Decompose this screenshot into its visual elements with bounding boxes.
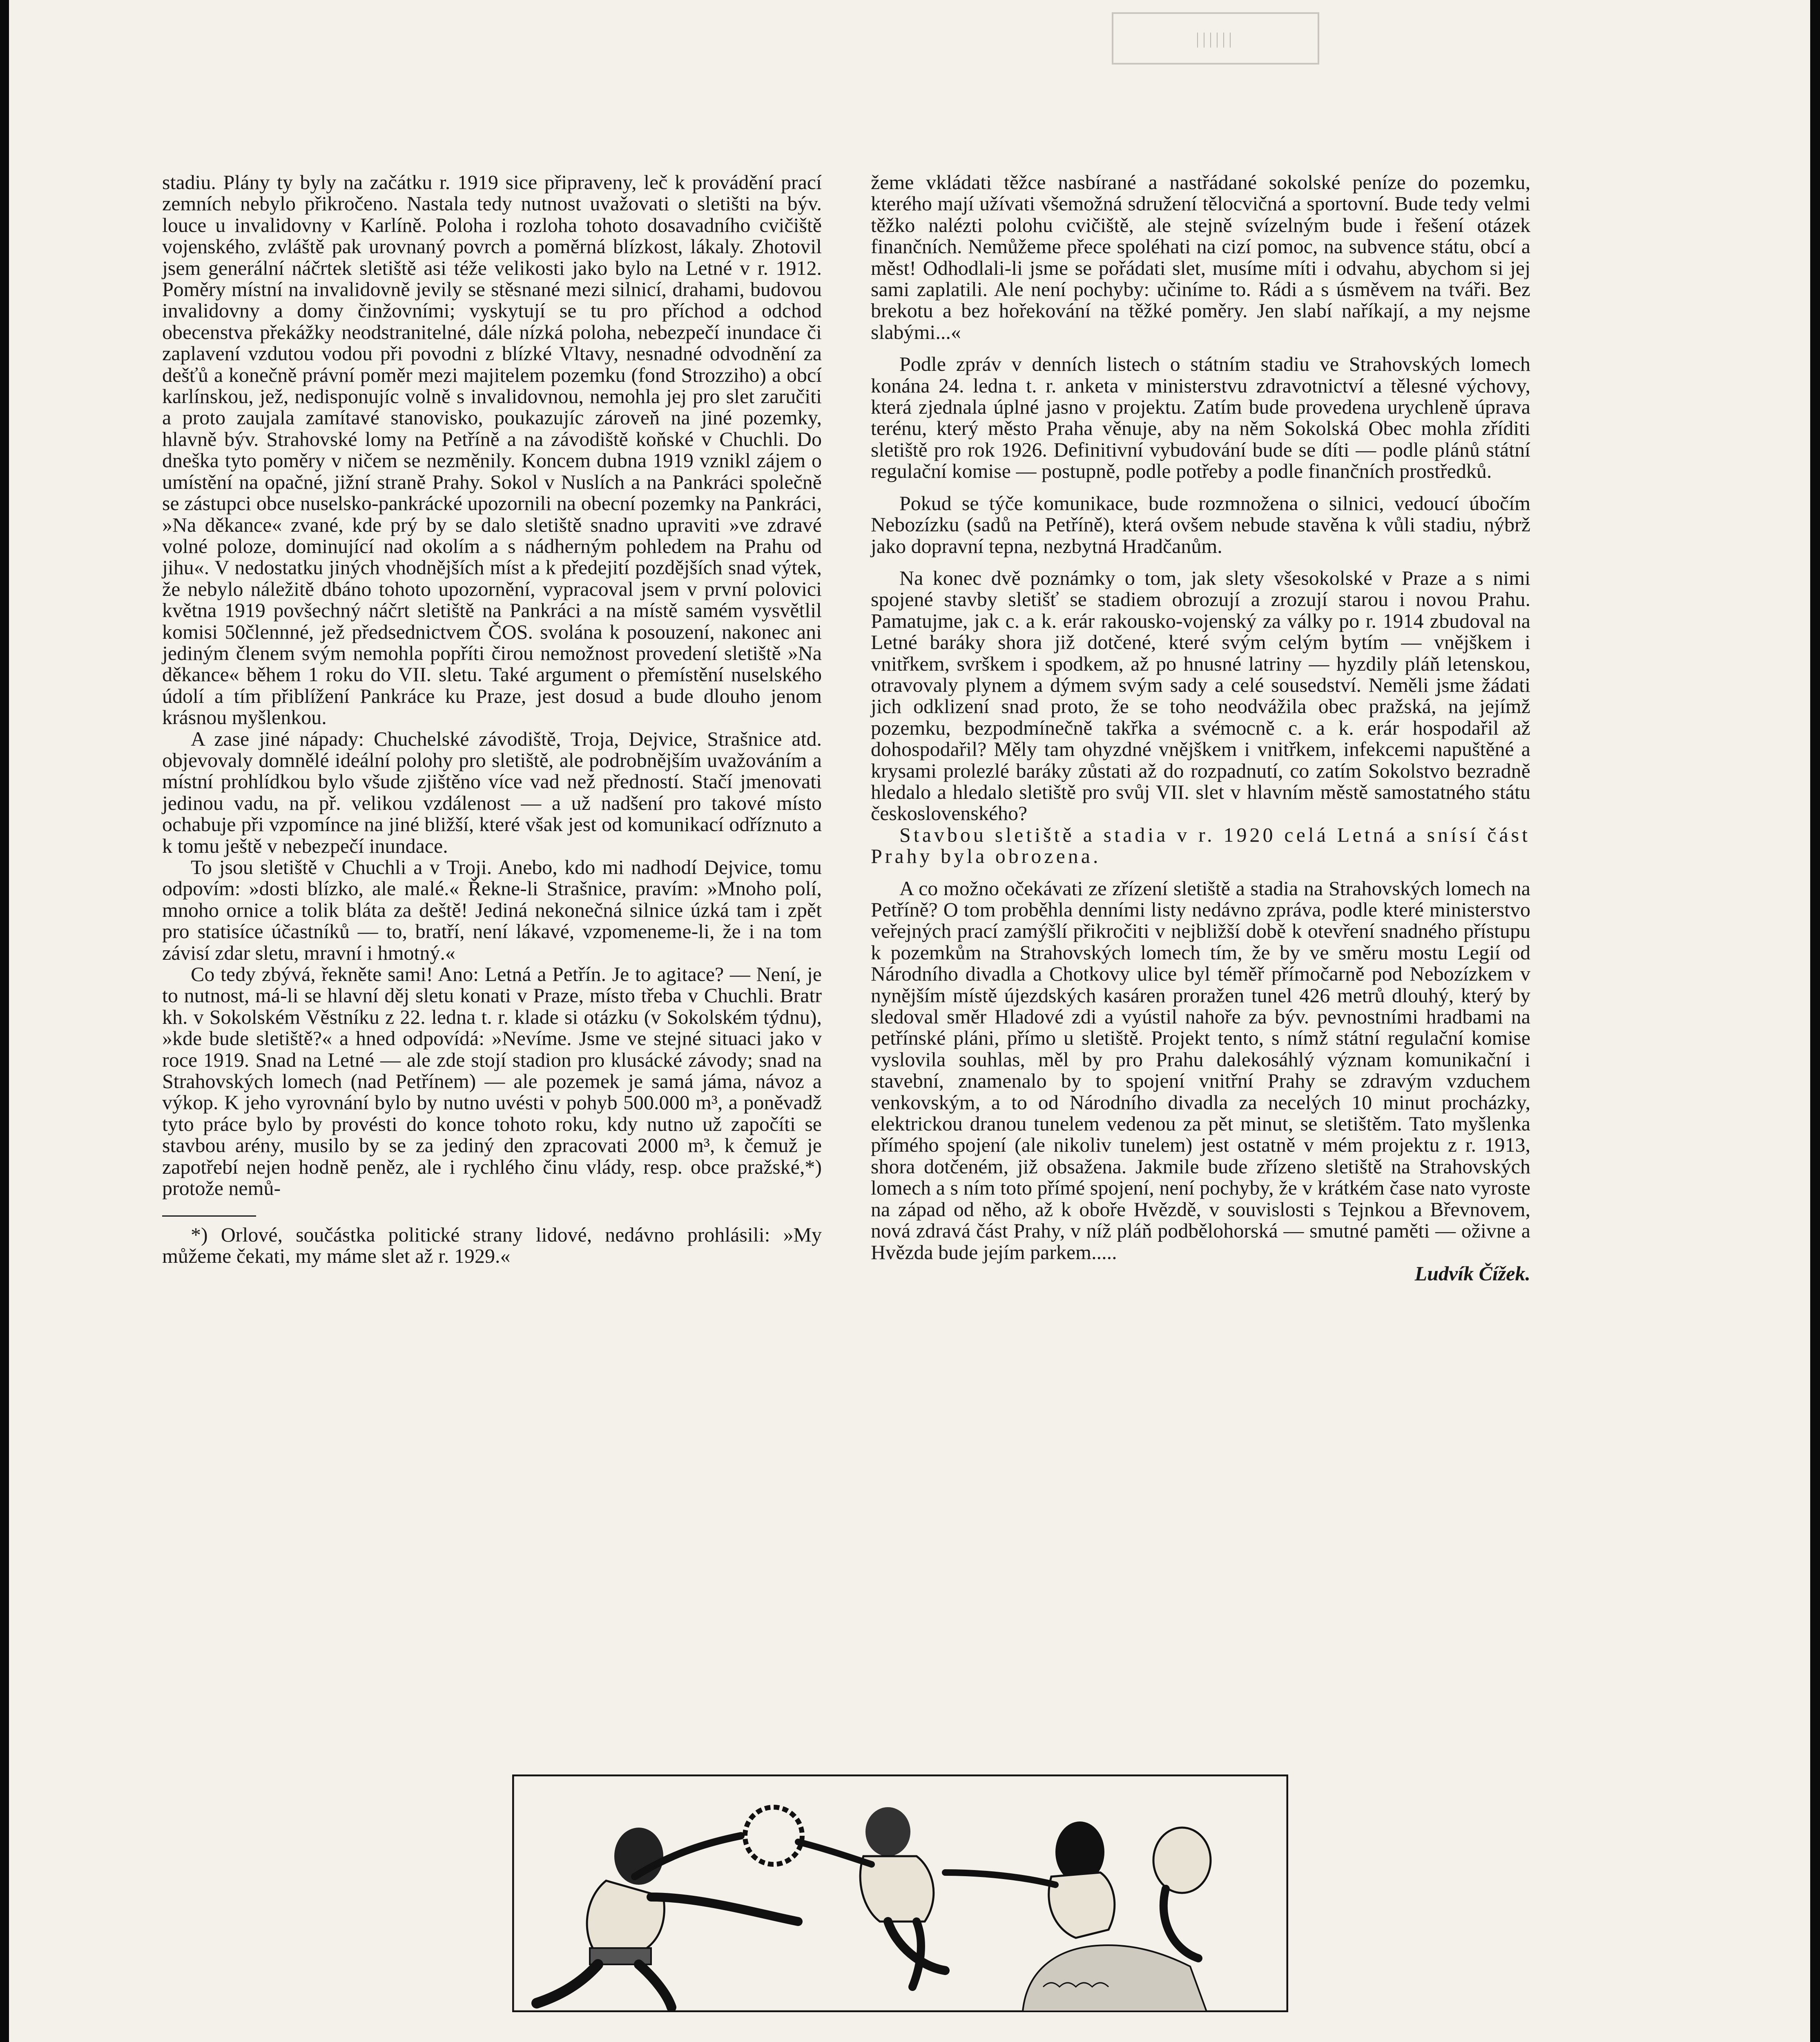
author-signature: Ludvík Čížek. <box>1414 1262 1530 1285</box>
right-column <box>871 172 1530 1284</box>
archive-stamp: |||||| <box>1112 12 1319 65</box>
footnote: *) Orlové, součástka politické strany lidové, nedávno prohlásili: »My můžeme čekati, my máme slet až r. 1929.« <box>162 1223 822 1267</box>
paragraph: Podle zpráv v denních listech o státním stadiu ve Strahovských lomech konána 24. ledna t. r. anketa v ministerstvu zdravotnictví a tělesné výchovy, která zjednala úplné jasno v projektu. Zatím bude provedena urychleně úprava terénu, který město Praha věnuje, aby na něm Sokolská Obec mohla zříditi sletiště pro rok 1926. Definitivní vybudování bude se díti — podle plánů státní regulační komise — postupně, podle potřeby a podle finančních prostředků. <box>871 352 1530 483</box>
paragraph: A co možno očekávati ze zřízení sletiště a stadia na Strahovských lomech na Petříně? O tom proběhla denními listy nedávno zpráva, podle které ministerstvo veřejných prací zamýšlí přikročiti v nejbližší době k otevření snadného přístupu k pozemkům na Strahovských lomech tím, že by ve směru mostu Legií od Národního divadla a Chotkovy ulice byl téměř přímočarně pod Nebozízkem v nynějším místě újezdských kasáren proražen tunel 426 metrů dlouhý, který by sledoval směr Hladové zdi a vyústil nahoře za býv. pevnostními hradbami na petřínské pláni, přímo u sletiště. Projekt tento, s nímž státní regulační komise vyslovila souhlas, měl by pro Prahu dalekosáhlý význam komunikační i stavební, znamenalo by to spojení vnitřní Prahy se zdravým vzduchem venkovským, a to od Národního divadla za necelých 10 minut procházky, elektrickou dranou tunelem vedenou za pět minut, se sletištěm. Tato myšlenka přímého spojení (ale nikoliv tunelem) jest ostatně v mém projektu z r. 1913, shora dotčeném, již obsažena. Jakmile bude zřízeno sletiště na Strahovských lomech a s ním toto přímé spojení, není pochyby, že v krátkém čase nato vyroste na západ od něho, až k oboře Hvězdě, v souvislosti s Tejnkou a Břevnovem, nová zdravá část Prahy, v níž pláň podbělohorská — smutné paměti — oživne a Hvězda bude jejím parkem..... <box>871 876 1530 1264</box>
left-column <box>162 172 822 1266</box>
paragraph: stadiu. Plány ty byly na začátku r. 1919 sice připraveny, leč k provádění prací zemních nebylo přikročeno. Nastala tedy nutnost uvažovati o sletišti na býv. louce u invalidovny v Karlíně. Poloha i rozloha tohoto dosavadního cvičiště vojenského, zvláště pak urovnaný povrch a poměrná blízkost, lákaly. Zhotovil jsem generální náčrtek sletiště asi téže velikosti jako bylo na Letné v r. 1912. Poměry místní na invalidovně jevily se stěsnané mezi silnicí, drahami, budovou invalidovny a domy činžovními; vyskytují se tu pro příchod a odchod obecenstva překážky neodstranitelné, dále nízká poloha, nebezpečí inundace či zaplavení vzdutou vodou při povodni z blízké Vltavy, nesnadné odvodnění za dešťů a konečně právní poměr mezi majitelem pozemku (fond Strozziho) a obcí karlínskou, jež, nedisponujíc volně s invalidovnou, nemohla jej pro slet zaručiti a proto zaujala zamítavé stanovisko, poukazujíc zároveň na jiné pozemky, hlavně býv. Strahovské lomy na Petříně a na závodiště koňské v Chuchli. Do dneška tyto poměry v ničem se nezměnily. Koncem dubna 1919 vznikl zájem o umístění na opačné, jižní straně Prahy. Sokol v Nuslích a na Pankráci společně se zástupci obce nuselsko-pankrácké upozornili na obecní pozemky na Pankráci, »Na děkance« zvané, kde prý by se dalo sletiště snadno upraviti »ve zdravé volné poloze, dominující nad okolím a s nádherným pohledem na Prahu od jihu«. V nedostatku jiných vhodnějších míst a k předejití pozdějších snad výtek, že nebylo náležitě dbáno tohoto upozornění, vypracoval jsem v první polovici května 1919 povšechný náčrt sletiště na Pankráci a na místě samém vysvětlil komisi 50člennné, jež předsednictvem ČOS. svolána k posouzení, nakonec ani jediným členem svým nemohla popříti čirou nemožnost provedení sletiště »Na děkance« během 1 roku do VII. sletu. Také argument o přemístění nuselského údolí a tím přiblížení Pankráce ku Praze, jest dosud a bude dlouho jenom krásnou myšlenkou. <box>162 171 822 729</box>
paragraph: Co tedy zbývá, řekněte sami! Ano: Letná a Petřín. Je to agitace? — Není, je to nutnost, má-li se hlavní děj sletu konati v Praze, místo třeba v Chuchli. Bratr kh. v Sokolském Věstníku z 22. ledna t. r. klade si otázku (v Sokolském týdnu), »kde bude sletiště?« a hned odpovídá: »Nevíme. Jsme ve stejné situaci jako v roce 1919. Snad na Letné — ale zde stojí stadion pro klusácké závody; snad na Strahovských lomech (nad Petřínem) — ale pozemek je samá jáma, návoz a výkop. K jeho vyrovnání bylo by nutno uvésti v pohyb 500.000 m³, a poněvadž tyto práce bylo by provésti do konce tohoto roku, kdy nutno už započíti se stavbou arény, musilo by se za jediný den zpracovati 2000 m³, k čemuž je zapotřebí nejen hodně peněz, ale i rychlého činu vlády, resp. obce pražské,*) protože nemů- <box>162 963 822 1200</box>
paragraph-emphasis: Stavbou sletiště a stadia v r. 1920 celá Letná a snísí část Prahy byla obrozena. <box>871 823 1530 868</box>
illustration-svg <box>512 1774 1288 2012</box>
paragraph: To jsou sletiště v Chuchli a v Troji. Anebo, kdo mi nadhodí Dejvice, tomu odpovím: »dosti blízko, ale malé.« Řekne-li Strašnice, pravím: »Mnoho polí, mnoho ornice a tolik bláta za deště! Jediná nekonečná silnice úzká tam i zpět pro statisíce účastníků — to, bratří, není lákavé, vzpomeneme-li, že i na tom závisí zdar sletu, mravní i hmotný.« <box>162 856 822 964</box>
page-sheet <box>9 0 1810 2042</box>
footnote-rule <box>162 1215 256 1217</box>
paragraph: A zase jiné nápady: Chuchelské závodiště, Troja, Dejvice, Strašnice atd. objevovaly domnělé ideální polohy pro sletiště, ale podrobnějším uvažováním a místní prohlídkou bylo všude zjištěno více vad než předností. Stačí jmenovati jedinou vadu, na př. velikou vzdálenost — a už nadšení pro takové místo ochabuje při vzpomínce na jiné bližší, které však jest od komunikací odříznuto a k tomu ještě v nebezpečí inundace. <box>162 727 822 857</box>
paragraph: Na konec dvě poznámky o tom, jak slety všesokolské v Praze a s nimi spojené stavby sletišť se stadiem obrozují a zrozují starou i novou Prahu. Pamatujme, jak c. a k. erár rakousko-vojenský za války po r. 1914 zbudoval na Letné baráky shora již dotčené, které svým celým bytím — vnějškem i vnitřkem, svrškem i spodkem, až po hnusné latriny — hyzdily pláň letenskou, otravovaly plynem a dýmem svým sady a celé sousedství. Neměli jsme žádati jich odklizení snad proto, že se toho neodvážila obec pražská, na jejímž pozemku, bezpodmínečně takřka a svémocně c. a k. erár hospodařil až dohospodařil? Měly tam ohyzdné vnějškem i vnitřkem, infekcemi napuštěné a krysami prolezlé baráky zůstati až do rozpadnutí, co zatím Sokolstvo bezradně hledalo a hledalo sletiště pro svůj VII. slet v hlavním městě samostatného státu československého? <box>871 566 1530 825</box>
paragraph: žeme vkládati těžce nasbírané a nastřádané sokolské peníze do pozemku, kterého mají užívati všemožná sdružení tělocvičná a sportovní. Bude tedy velmi těžko nalézti polohu cvičiště, ale stejně svízelným bude i řešení otázek finančních. Nemůžeme přece spoléhati na cizí pomoc, na subvence státu, obcí a měst! Odhodlali-li jsme se pořádati slet, musíme míti i odvahu, abychom si jej sami zaplatili. Ale není pochyby: učiníme to. Rádi a s úsměvem na tváři. Bez brekotu a bez hořekování na těžké poměry. Jen slabí naříkají, a my nejsme slabými...« <box>871 171 1530 343</box>
paragraph: Pokud se týče komunikace, bude rozmnožena o silnici, vedoucí úbočím Nebozízku (sadů na Petříně), která ovšem nebude stavěna k vůli stadiu, nýbrž jako dopravní tepna, nezbytná Hradčanům. <box>871 491 1530 557</box>
woodcut-illustration <box>512 1774 1288 2012</box>
